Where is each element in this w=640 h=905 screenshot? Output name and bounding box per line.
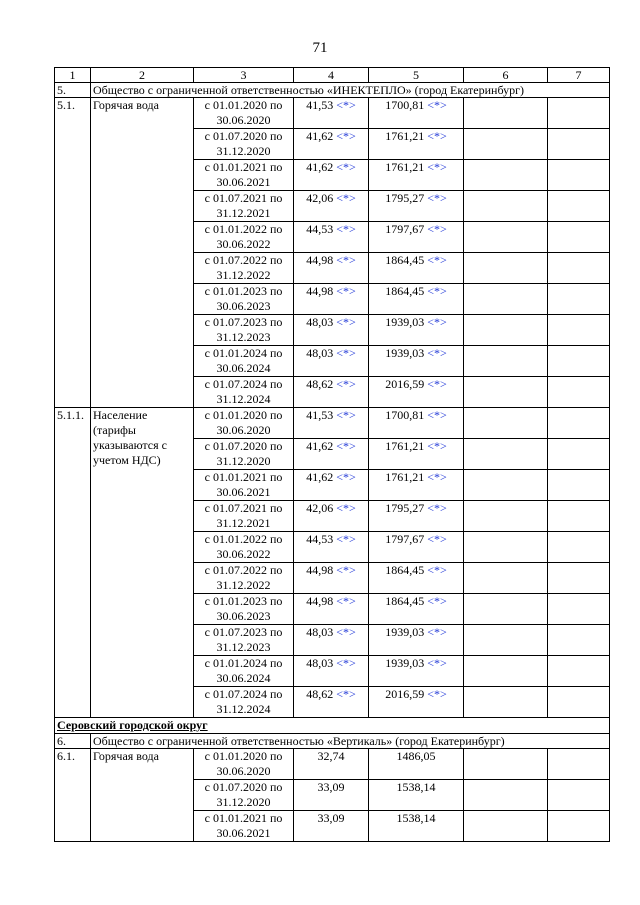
table-row [55, 408, 610, 439]
tariff-table [54, 67, 610, 842]
period-start: с 01.01.2021 по [204, 160, 283, 174]
period-start: с 01.01.2020 по [204, 749, 283, 763]
period-cell [194, 160, 294, 191]
period-cell [194, 253, 294, 284]
column-header: 2 [91, 68, 194, 83]
tariff-v4 [294, 439, 369, 470]
period-end: 30.06.2021 [216, 485, 271, 499]
period-cell [194, 377, 294, 408]
tariff-value: 1797,67 [385, 222, 425, 236]
tariff-value: 41,53 [306, 408, 334, 422]
item-name: Население (тарифы указываются с учетом НДС) [91, 408, 194, 718]
empty-cell [548, 687, 610, 718]
tariff-value: 1538,14 [396, 811, 436, 825]
tariff-v4 [294, 346, 369, 377]
footnote-marker: <*> [427, 160, 447, 174]
empty-cell [464, 749, 548, 780]
empty-cell [464, 160, 548, 191]
tariff-v4 [294, 625, 369, 656]
period-start: с 01.07.2021 по [204, 501, 283, 515]
footnote-marker: <*> [427, 656, 447, 670]
period-end: 31.12.2021 [216, 516, 271, 530]
period-cell [194, 594, 294, 625]
period-cell [194, 439, 294, 470]
empty-cell [548, 625, 610, 656]
footnote-marker: <*> [427, 315, 447, 329]
tariff-value: 1700,81 [385, 408, 425, 422]
footnote-marker: <*> [427, 191, 447, 205]
footnote-marker: <*> [336, 501, 356, 515]
footnote-marker: <*> [336, 253, 356, 267]
period-end: 30.06.2021 [216, 826, 271, 840]
tariff-value: 33,09 [317, 780, 345, 794]
period-cell [194, 129, 294, 160]
tariff-v5 [369, 687, 464, 718]
empty-cell [548, 811, 610, 842]
period-cell [194, 315, 294, 346]
period-end: 31.12.2024 [216, 702, 271, 716]
empty-cell [464, 129, 548, 160]
tariff-v4 [294, 408, 369, 439]
column-header: 3 [194, 68, 294, 83]
period-end: 30.06.2020 [216, 764, 271, 778]
footnote-marker: <*> [336, 687, 356, 701]
tariff-v5 [369, 625, 464, 656]
tariff-value: 41,53 [306, 98, 334, 112]
tariff-value: 1761,21 [385, 160, 425, 174]
tariff-v5 [369, 191, 464, 222]
empty-cell [548, 439, 610, 470]
tariff-v4 [294, 470, 369, 501]
period-start: с 01.07.2024 по [204, 377, 283, 391]
period-end: 31.12.2020 [216, 795, 271, 809]
empty-cell [464, 408, 548, 439]
table-row [55, 98, 610, 129]
item-name: Горячая вода [91, 98, 194, 408]
empty-cell [548, 408, 610, 439]
column-header: 7 [548, 68, 610, 83]
tariff-value: 1939,03 [385, 346, 425, 360]
tariff-value: 1761,21 [385, 439, 425, 453]
footnote-marker: <*> [336, 98, 356, 112]
table-header-row [55, 68, 610, 83]
period-cell [194, 625, 294, 656]
tariff-value: 1761,21 [385, 129, 425, 143]
empty-cell [548, 780, 610, 811]
period-start: с 01.01.2022 по [204, 532, 283, 546]
tariff-v4 [294, 377, 369, 408]
item-number: 5.1. [55, 98, 91, 408]
tariff-v4 [294, 811, 369, 842]
empty-cell [548, 191, 610, 222]
tariff-v5 [369, 780, 464, 811]
tariff-v4 [294, 687, 369, 718]
organization-name: Общество с ограниченной ответственностью «Вертикаль» (город Екатеринбург) [91, 734, 610, 749]
tariff-v4 [294, 594, 369, 625]
period-end: 31.12.2023 [216, 640, 271, 654]
period-end: 31.12.2024 [216, 392, 271, 406]
tariff-value: 32,74 [317, 749, 345, 763]
table-row [55, 749, 610, 780]
period-end: 30.06.2020 [216, 423, 271, 437]
tariff-v5 [369, 656, 464, 687]
footnote-marker: <*> [336, 439, 356, 453]
tariff-value: 42,06 [306, 191, 334, 205]
footnote-marker: <*> [427, 594, 447, 608]
tariff-v5 [369, 129, 464, 160]
footnote-marker: <*> [427, 439, 447, 453]
tariff-v4 [294, 222, 369, 253]
tariff-v5 [369, 439, 464, 470]
period-cell [194, 656, 294, 687]
empty-cell [548, 749, 610, 780]
footnote-marker: <*> [427, 346, 447, 360]
period-cell [194, 191, 294, 222]
period-start: с 01.01.2024 по [204, 346, 283, 360]
period-start: с 01.01.2023 по [204, 284, 283, 298]
item-name: Горячая вода [91, 749, 194, 842]
tariff-v5 [369, 98, 464, 129]
empty-cell [464, 346, 548, 377]
organization-row [55, 83, 610, 98]
column-header: 1 [55, 68, 91, 83]
tariff-v4 [294, 563, 369, 594]
column-header: 4 [294, 68, 369, 83]
tariff-v5 [369, 749, 464, 780]
footnote-marker: <*> [427, 222, 447, 236]
district-row [55, 718, 610, 734]
tariff-value: 2016,59 [385, 377, 425, 391]
page-number: 71 [312, 40, 328, 56]
tariff-value: 1864,45 [385, 563, 425, 577]
footnote-marker: <*> [427, 253, 447, 267]
tariff-v5 [369, 811, 464, 842]
footnote-marker: <*> [336, 656, 356, 670]
empty-cell [548, 563, 610, 594]
empty-cell [548, 377, 610, 408]
section-number: 5. [55, 83, 91, 98]
tariff-v4 [294, 253, 369, 284]
empty-cell [464, 253, 548, 284]
empty-cell [548, 129, 610, 160]
empty-cell [548, 346, 610, 377]
tariff-v5 [369, 532, 464, 563]
tariff-v4 [294, 656, 369, 687]
period-end: 31.12.2022 [216, 578, 271, 592]
period-end: 30.06.2021 [216, 175, 271, 189]
tariff-value: 33,09 [317, 811, 345, 825]
empty-cell [464, 625, 548, 656]
footnote-marker: <*> [336, 408, 356, 422]
tariff-value: 41,62 [306, 129, 334, 143]
empty-cell [464, 439, 548, 470]
tariff-value: 48,03 [306, 625, 334, 639]
tariff-value: 1864,45 [385, 253, 425, 267]
tariff-v5 [369, 346, 464, 377]
period-start: с 01.07.2023 по [204, 315, 283, 329]
footnote-marker: <*> [336, 625, 356, 639]
tariff-v4 [294, 191, 369, 222]
footnote-marker: <*> [336, 191, 356, 205]
period-end: 31.12.2023 [216, 330, 271, 344]
tariff-value: 1939,03 [385, 625, 425, 639]
footnote-marker: <*> [336, 222, 356, 236]
footnote-marker: <*> [427, 129, 447, 143]
tariff-v4 [294, 129, 369, 160]
section-number: 6. [55, 734, 91, 749]
period-start: с 01.07.2021 по [204, 191, 283, 205]
tariff-v4 [294, 160, 369, 191]
footnote-marker: <*> [336, 532, 356, 546]
tariff-v5 [369, 563, 464, 594]
tariff-value: 41,62 [306, 160, 334, 174]
tariff-value: 41,62 [306, 470, 334, 484]
organization-row [55, 734, 610, 749]
empty-cell [548, 594, 610, 625]
period-end: 30.06.2020 [216, 113, 271, 127]
empty-cell [464, 532, 548, 563]
tariff-v5 [369, 408, 464, 439]
period-cell [194, 749, 294, 780]
tariff-value: 48,62 [306, 687, 334, 701]
period-cell [194, 687, 294, 718]
period-start: с 01.01.2021 по [204, 470, 283, 484]
tariff-v5 [369, 594, 464, 625]
tariff-value: 1700,81 [385, 98, 425, 112]
footnote-marker: <*> [336, 315, 356, 329]
tariff-value: 2016,59 [385, 687, 425, 701]
tariff-value: 41,62 [306, 439, 334, 453]
empty-cell [548, 501, 610, 532]
empty-cell [464, 687, 548, 718]
tariff-v5 [369, 222, 464, 253]
period-cell [194, 780, 294, 811]
empty-cell [548, 253, 610, 284]
tariff-v5 [369, 284, 464, 315]
tariff-value: 44,98 [306, 284, 334, 298]
footnote-marker: <*> [427, 532, 447, 546]
period-cell [194, 501, 294, 532]
tariff-value: 48,03 [306, 315, 334, 329]
empty-cell [464, 222, 548, 253]
period-cell [194, 98, 294, 129]
empty-cell [464, 377, 548, 408]
empty-cell [548, 222, 610, 253]
period-cell [194, 284, 294, 315]
period-start: с 01.07.2020 по [204, 129, 283, 143]
footnote-marker: <*> [336, 160, 356, 174]
tariff-value: 1939,03 [385, 315, 425, 329]
footnote-marker: <*> [336, 346, 356, 360]
period-start: с 01.07.2023 по [204, 625, 283, 639]
tariff-value: 1864,45 [385, 594, 425, 608]
empty-cell [464, 470, 548, 501]
tariff-v4 [294, 501, 369, 532]
tariff-v5 [369, 160, 464, 191]
empty-cell [464, 594, 548, 625]
empty-cell [464, 98, 548, 129]
period-end: 31.12.2021 [216, 206, 271, 220]
footnote-marker: <*> [336, 470, 356, 484]
period-start: с 01.01.2021 по [204, 811, 283, 825]
period-cell [194, 563, 294, 594]
tariff-v5 [369, 253, 464, 284]
empty-cell [464, 501, 548, 532]
empty-cell [464, 811, 548, 842]
tariff-v4 [294, 284, 369, 315]
period-start: с 01.01.2024 по [204, 656, 283, 670]
tariff-value: 44,98 [306, 594, 334, 608]
period-end: 31.12.2020 [216, 454, 271, 468]
footnote-marker: <*> [427, 625, 447, 639]
tariff-v4 [294, 532, 369, 563]
footnote-marker: <*> [427, 377, 447, 391]
tariff-value: 1538,14 [396, 780, 436, 794]
period-end: 31.12.2022 [216, 268, 271, 282]
period-end: 30.06.2022 [216, 237, 271, 251]
period-end: 30.06.2024 [216, 361, 271, 375]
period-cell [194, 408, 294, 439]
period-cell [194, 811, 294, 842]
tariff-v5 [369, 377, 464, 408]
tariff-v5 [369, 315, 464, 346]
period-cell [194, 470, 294, 501]
tariff-value: 44,53 [306, 532, 334, 546]
footnote-marker: <*> [336, 563, 356, 577]
tariff-value: 1797,67 [385, 532, 425, 546]
footnote-marker: <*> [427, 408, 447, 422]
empty-cell [464, 315, 548, 346]
footnote-marker: <*> [427, 501, 447, 515]
column-header: 6 [464, 68, 548, 83]
footnote-marker: <*> [427, 687, 447, 701]
empty-cell [464, 284, 548, 315]
footnote-marker: <*> [427, 284, 447, 298]
tariff-value: 1864,45 [385, 284, 425, 298]
period-cell [194, 532, 294, 563]
tariff-value: 48,03 [306, 656, 334, 670]
tariff-v5 [369, 501, 464, 532]
period-start: с 01.07.2022 по [204, 563, 283, 577]
period-start: с 01.07.2024 по [204, 687, 283, 701]
period-start: с 01.07.2020 по [204, 780, 283, 794]
tariff-value: 42,06 [306, 501, 334, 515]
footnote-marker: <*> [427, 98, 447, 112]
period-cell [194, 346, 294, 377]
footnote-marker: <*> [427, 470, 447, 484]
period-start: с 01.01.2020 по [204, 98, 283, 112]
tariff-value: 48,62 [306, 377, 334, 391]
empty-cell [548, 315, 610, 346]
footnote-marker: <*> [336, 129, 356, 143]
empty-cell [464, 780, 548, 811]
footnote-marker: <*> [427, 563, 447, 577]
footnote-marker: <*> [336, 284, 356, 298]
tariff-v4 [294, 749, 369, 780]
tariff-value: 1486,05 [396, 749, 436, 763]
period-end: 30.06.2023 [216, 609, 271, 623]
tariff-value: 44,98 [306, 253, 334, 267]
empty-cell [548, 160, 610, 191]
period-start: с 01.01.2022 по [204, 222, 283, 236]
organization-name: Общество с ограниченной ответственностью «ИНЕКТЕПЛО» (город Екатеринбург) [91, 83, 610, 98]
empty-cell [548, 284, 610, 315]
tariff-value: 44,98 [306, 563, 334, 577]
empty-cell [464, 656, 548, 687]
tariff-value: 48,03 [306, 346, 334, 360]
empty-cell [548, 656, 610, 687]
tariff-v4 [294, 98, 369, 129]
period-start: с 01.01.2023 по [204, 594, 283, 608]
footnote-marker: <*> [336, 377, 356, 391]
column-header: 5 [369, 68, 464, 83]
period-start: с 01.01.2020 по [204, 408, 283, 422]
period-start: с 01.07.2020 по [204, 439, 283, 453]
tariff-value: 1795,27 [385, 501, 425, 515]
period-start: с 01.07.2022 по [204, 253, 283, 267]
district-title: Серовский городской округ [55, 718, 610, 734]
period-end: 30.06.2023 [216, 299, 271, 313]
period-end: 31.12.2020 [216, 144, 271, 158]
tariff-value: 1939,03 [385, 656, 425, 670]
empty-cell [548, 98, 610, 129]
empty-cell [548, 470, 610, 501]
tariff-v5 [369, 470, 464, 501]
period-cell [194, 222, 294, 253]
tariff-value: 1761,21 [385, 470, 425, 484]
period-end: 30.06.2022 [216, 547, 271, 561]
empty-cell [464, 563, 548, 594]
empty-cell [464, 191, 548, 222]
footnote-marker: <*> [336, 594, 356, 608]
item-number: 6.1. [55, 749, 91, 842]
tariff-v4 [294, 780, 369, 811]
tariff-value: 44,53 [306, 222, 334, 236]
tariff-v4 [294, 315, 369, 346]
tariff-value: 1795,27 [385, 191, 425, 205]
period-end: 30.06.2024 [216, 671, 271, 685]
empty-cell [548, 532, 610, 563]
item-number: 5.1.1. [55, 408, 91, 718]
